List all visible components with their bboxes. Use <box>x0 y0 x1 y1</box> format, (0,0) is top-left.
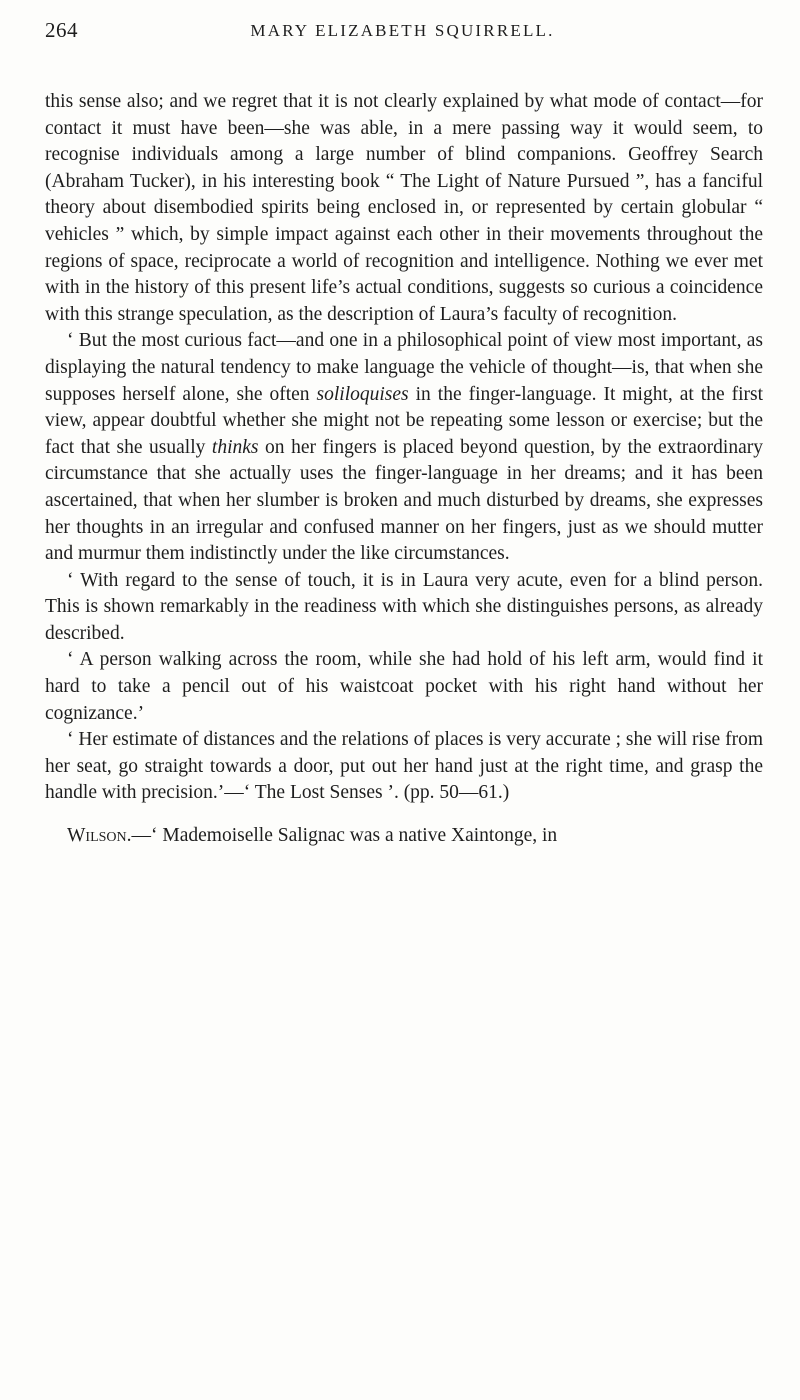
italic-soliloquises: soliloquises <box>316 383 409 405</box>
running-head-title: MARY ELIZABETH SQUIRRELL. <box>250 21 555 40</box>
paragraph-5: ‘ Her estimate of distances and the relations of places is very accurate ; she will rise from her seat, go straight towards a door, put out her hand just at the right time, and grasp the handle with precision.’—‘ The Lost Senses ’. (pp. 50—61.) <box>45 729 763 804</box>
paragraph-6-text: —‘ Mademoiselle Salignac was a native Xaintonge, in <box>131 825 558 847</box>
paragraph-2-part-a: ‘ But the most curious fact—and one in a philosophical point of view most important, as displaying the natural tendency to make language the vehicle of thought—is, that when she supposes herself alone, she often <box>45 330 763 405</box>
paragraph-1: this sense also; and we regret that it is not clearly explained by what mode of contact—for contact it must have been—she was able, in a mere passing way it would seem, to recognise individuals among a large number of blind companions. Geoffrey Search (Abraham Tucker), in his interesting book “ The Light of Nature Pursued ”, has a fanciful theory about disembodied spirits being enclosed in, or represented by certain globular “ vehicles ” which, by simple impact against each other in their movements throughout the regions of space, reciprocate a world of recognition and intelligence. Nothing we ever met with in the history of this present life’s actual conditions, suggests so curious a coincidence with this strange speculation, as the description of Laura’s faculty of recognition. <box>45 91 763 325</box>
paragraph-2-part-c: on her fingers is placed beyond question, by the extraordinary circumstance that she actually uses the finger-language in her dreams; and it has been ascertained, that when her slumber is broken and much disturbed by dreams, she expresses her thoughts in an irregular and confused manner on her fingers, just as we should mutter and murmur them indistinctly under the like circumstances. <box>45 436 763 565</box>
author-name-wilson: Wilson. <box>67 825 132 847</box>
paragraph-2 <box>45 328 763 567</box>
page-header <box>45 18 760 58</box>
page-number: 264 <box>45 18 78 42</box>
paragraph-4: ‘ A person walking across the room, while she had hold of his left arm, would find it hard to take a pencil out of his waistcoat pocket with his right hand without her cognizance.’ <box>45 649 763 724</box>
italic-thinks: thinks <box>211 436 259 458</box>
paragraph-3: ‘ With regard to the sense of touch, it is in Laura very acute, even for a blind person. This is shown remarkably in the readiness with which she distinguishes persons, as already described. <box>45 569 763 644</box>
body-text <box>45 89 763 850</box>
paragraph-6 <box>45 823 763 850</box>
paragraph-2-part-b: in the finger-language. It might, at the first view, appear doubtful whether she might not be repeating some lesson or exercise; but the fact that she usually <box>45 383 763 458</box>
